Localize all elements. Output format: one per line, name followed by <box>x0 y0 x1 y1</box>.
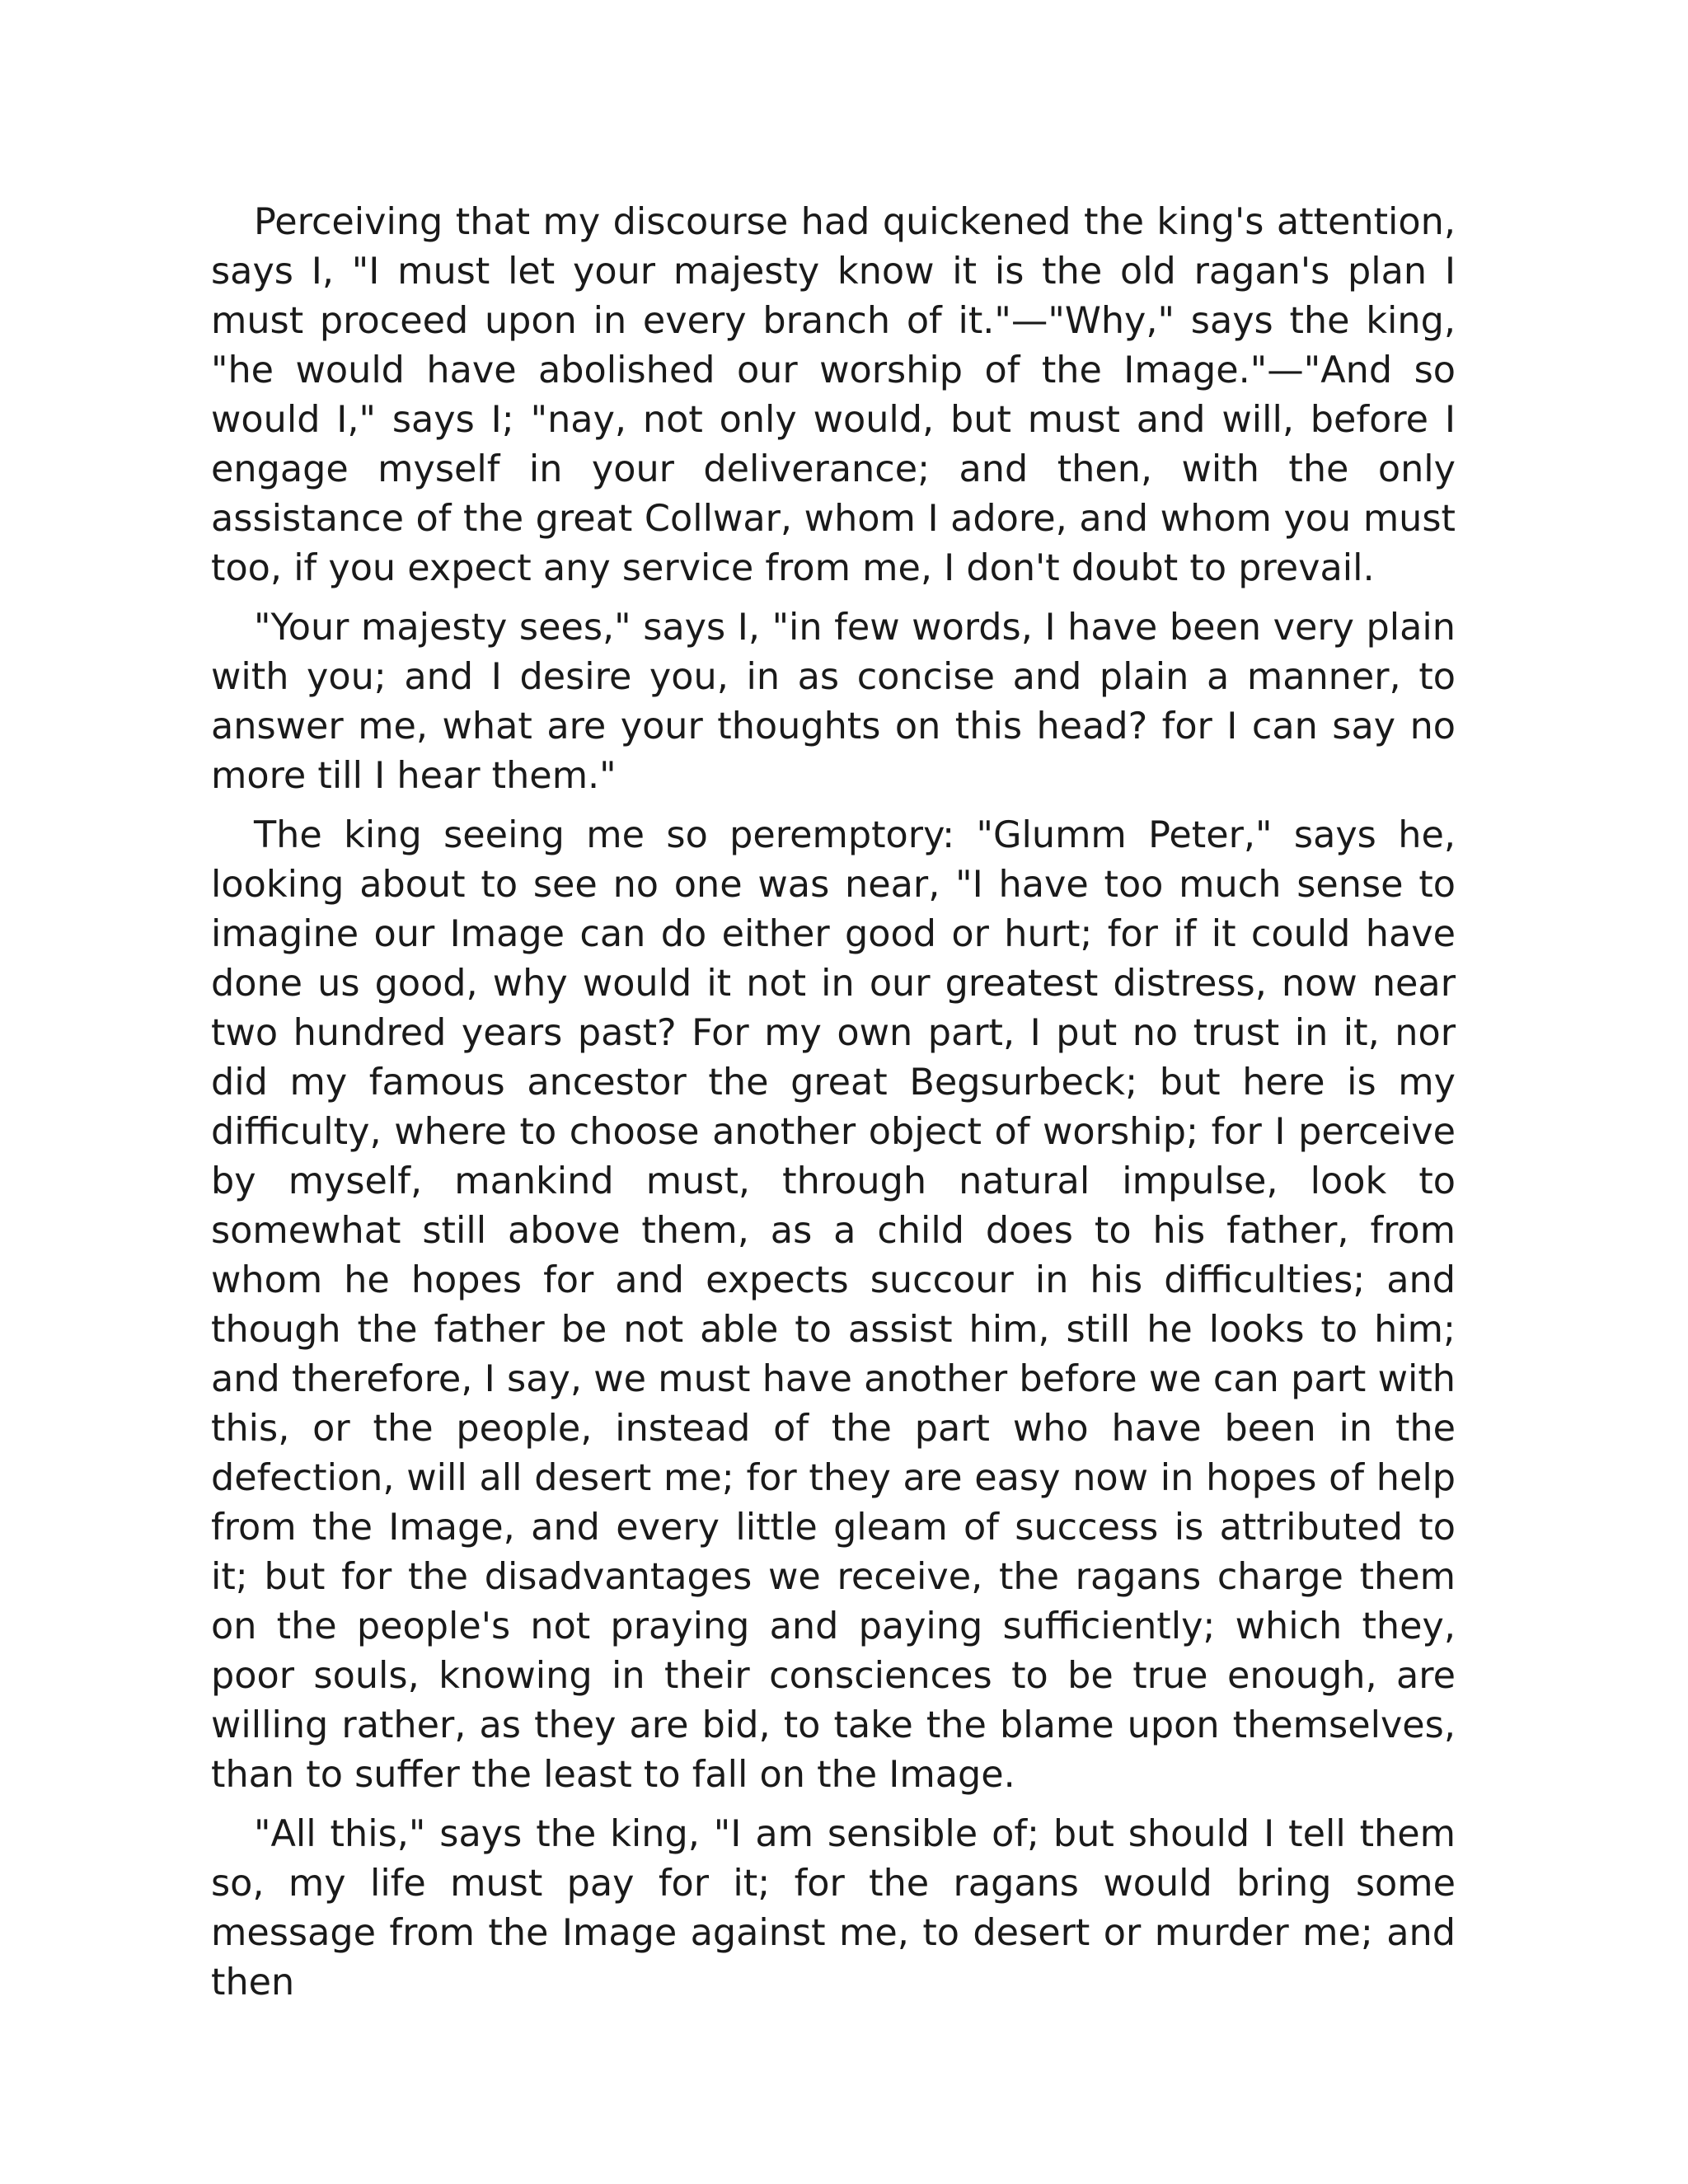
paragraph-4: "All this," says the king, "I am sensible of; but should I tell them so, my life must pay for it; for the ragans would bring some message from the Image against me, to desert or murder me; and then <box>211 1813 1456 2004</box>
paragraph-1: Perceiving that my discourse had quickened the king's attention, says I, "I must let your majesty know it is the old ragan's plan I must proceed upon in every branch of it."—"Why," says the king, "he would have abolished our worship of the Image."—"And so would I," says I; "nay, not only would, but must and will, before I engage myself in your deliverance; and then, with the only assistance of the great Collwar, whom I adore, and whom you must too, if you expect any service from me, I don't doubt to prevail. <box>211 201 1456 589</box>
paragraph-2: "Your majesty sees," says I, "in few words, I have been very plain with you; and I desire you, in as concise and plain a manner, to answer me, what are your thoughts on this head? for I can say no more till I hear them." <box>211 607 1456 797</box>
paragraph-3: The king seeing me so peremptory: "Glumm Peter," says he, looking about to see no one was near, "I have too much sense to imagine our Image can do either good or hurt; for if it could have done us good, why would it not in our greatest distress, now near two hundred years past? For my own part, I put no trust in it, nor did my famous ancestor the great Begsurbeck; but here is my difficulty, where to choose another object of worship; for I perceive by myself, mankind must, through natural impulse, look to somewhat still above them, as a child does to his father, from whom he hopes for and expects succour in his difficulties; and though the father be not able to assist him, still he looks to him; and therefore, I say, we must have another before we can part with this, or the people, instead of the part who have been in the defection, will all desert me; for they are easy now in hopes of help from the Image, and every little gleam of success is attributed to it; but for the disadvantages we receive, the ragans charge them on the people's not praying and paying sufficiently; which they, poor souls, knowing in their consciences to be true enough, are willing rather, as they are bid, to take the blame upon themselves, than to suffer the least to fall on the Image. <box>211 814 1456 1796</box>
page-text <box>211 198 1456 2018</box>
